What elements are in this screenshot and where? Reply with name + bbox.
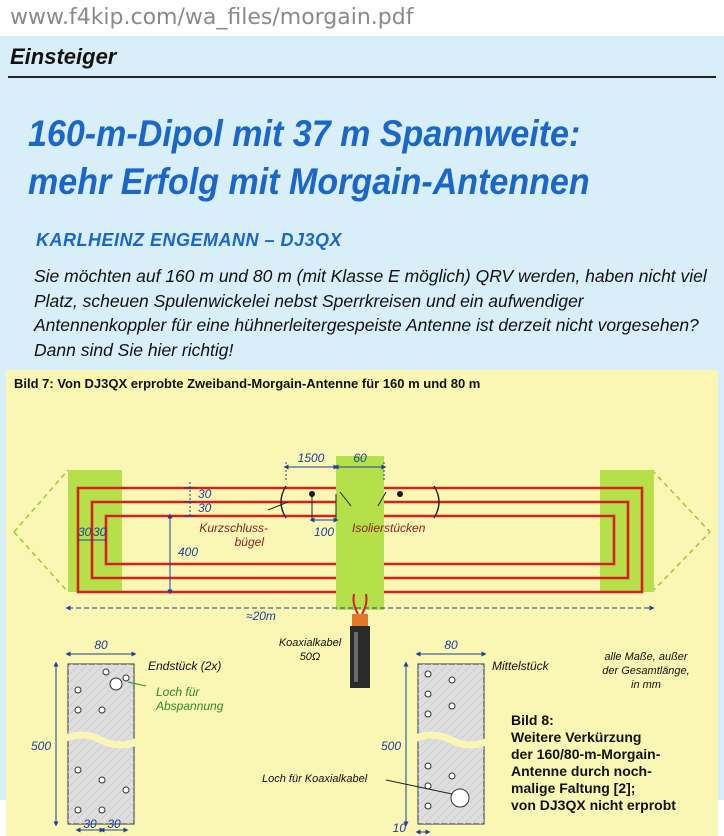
- dim-total-length: ≈20m: [246, 609, 276, 623]
- mittelstueck-dim-80: 80: [444, 638, 458, 652]
- dim-1500: 1500: [297, 451, 325, 465]
- dim-30-upper: 30: [198, 487, 212, 501]
- figure-8-line-2: Weitere Verkürzung: [511, 729, 642, 745]
- figure-8-caption: [511, 712, 711, 814]
- mittelstueck-hole-label: Loch für Koaxialkabel: [262, 773, 368, 785]
- article-intro: Sie möchten auf 160 m und 80 m (mit Klasse E möglich) QRV werden, haben nicht viel Platz, scheuen Spulenwickelei nebst Sperrkreisen und ein aufwendiger Antennenkoppler für eine hühnerleitergespeiste Antenne ist derzeit nicht vorgesehen? Dann sind Sie hier richtig!: [34, 266, 707, 360]
- mittelstueck-label: Mittelstück: [492, 659, 549, 673]
- mittelstueck-dim-500: 500: [380, 739, 401, 753]
- figure-8-line-6: von DJ3QX nicht erprobt: [511, 797, 676, 813]
- label-koaxialkabel: Koaxialkabel: [278, 637, 342, 649]
- endstueck-label: Endstück (2x): [148, 659, 222, 673]
- short-dot-right: [397, 491, 403, 497]
- measure-note-3: in mm: [631, 679, 661, 691]
- rubric-divider: [8, 76, 716, 78]
- label-isolierstuecken: Isolierstücken: [352, 521, 426, 535]
- figure-8-line-3: der 160/80-m-Morgain-: [511, 746, 661, 762]
- label-kurzschluss-1: Kurzschluss-: [199, 521, 268, 535]
- endstueck-dim-80: 80: [94, 638, 108, 652]
- figure-8-line-1: Bild 8:: [511, 712, 554, 728]
- figure-8-line-5: malige Faltung [2];: [511, 780, 636, 796]
- label-koax-impedance: 50Ω: [299, 651, 321, 663]
- figure-8-line-4: Antenne durch noch-: [511, 763, 652, 779]
- mittelstueck-plate: [412, 664, 490, 824]
- measure-note-1: alle Maße, außer: [604, 651, 688, 663]
- endstueck-dim-30-b: 30: [107, 817, 121, 831]
- endstueck-plate: [62, 664, 140, 824]
- endstueck-hole-label-2: Abspannung: [156, 699, 224, 713]
- endstueck-hole-label-1: Loch für: [156, 685, 200, 699]
- title-line-1: 160-m-Dipol mit 37 m Spannweite:: [28, 113, 581, 154]
- article-title: [28, 110, 663, 206]
- dim-100: 100: [313, 525, 335, 539]
- dim-400: 400: [178, 545, 199, 559]
- endstueck-dim-30-a: 30: [83, 817, 97, 831]
- figure-panel: [6, 370, 718, 836]
- measure-note-2: der Gesamtlänge,: [602, 665, 690, 677]
- dim-30-lower: 30: [198, 501, 212, 515]
- article-page: [0, 36, 724, 835]
- url-bar[interactable]: www.f4kip.com/wa_files/morgain.pdf: [0, 0, 724, 36]
- endstueck-dim-500: 500: [30, 739, 51, 753]
- article-author: KARLHEINZ ENGEMANN – DJ3QX: [36, 230, 343, 250]
- dim-30-left-b: 30: [93, 525, 107, 539]
- dim-60: 60: [353, 451, 367, 465]
- mittelstueck-dim-10: 10: [392, 821, 406, 835]
- title-line-2: mehr Erfolg mit Morgain-Antennen: [28, 161, 590, 202]
- dim-30-left-a: 30: [78, 525, 92, 539]
- figure-7-caption: Bild 7: Von DJ3QX erprobte Zweiband-Morgain-Antenne für 160 m und 80 m: [14, 376, 481, 391]
- label-kurzschluss-2: bügel: [234, 535, 264, 549]
- rubric-heading: Einsteiger: [10, 44, 117, 69]
